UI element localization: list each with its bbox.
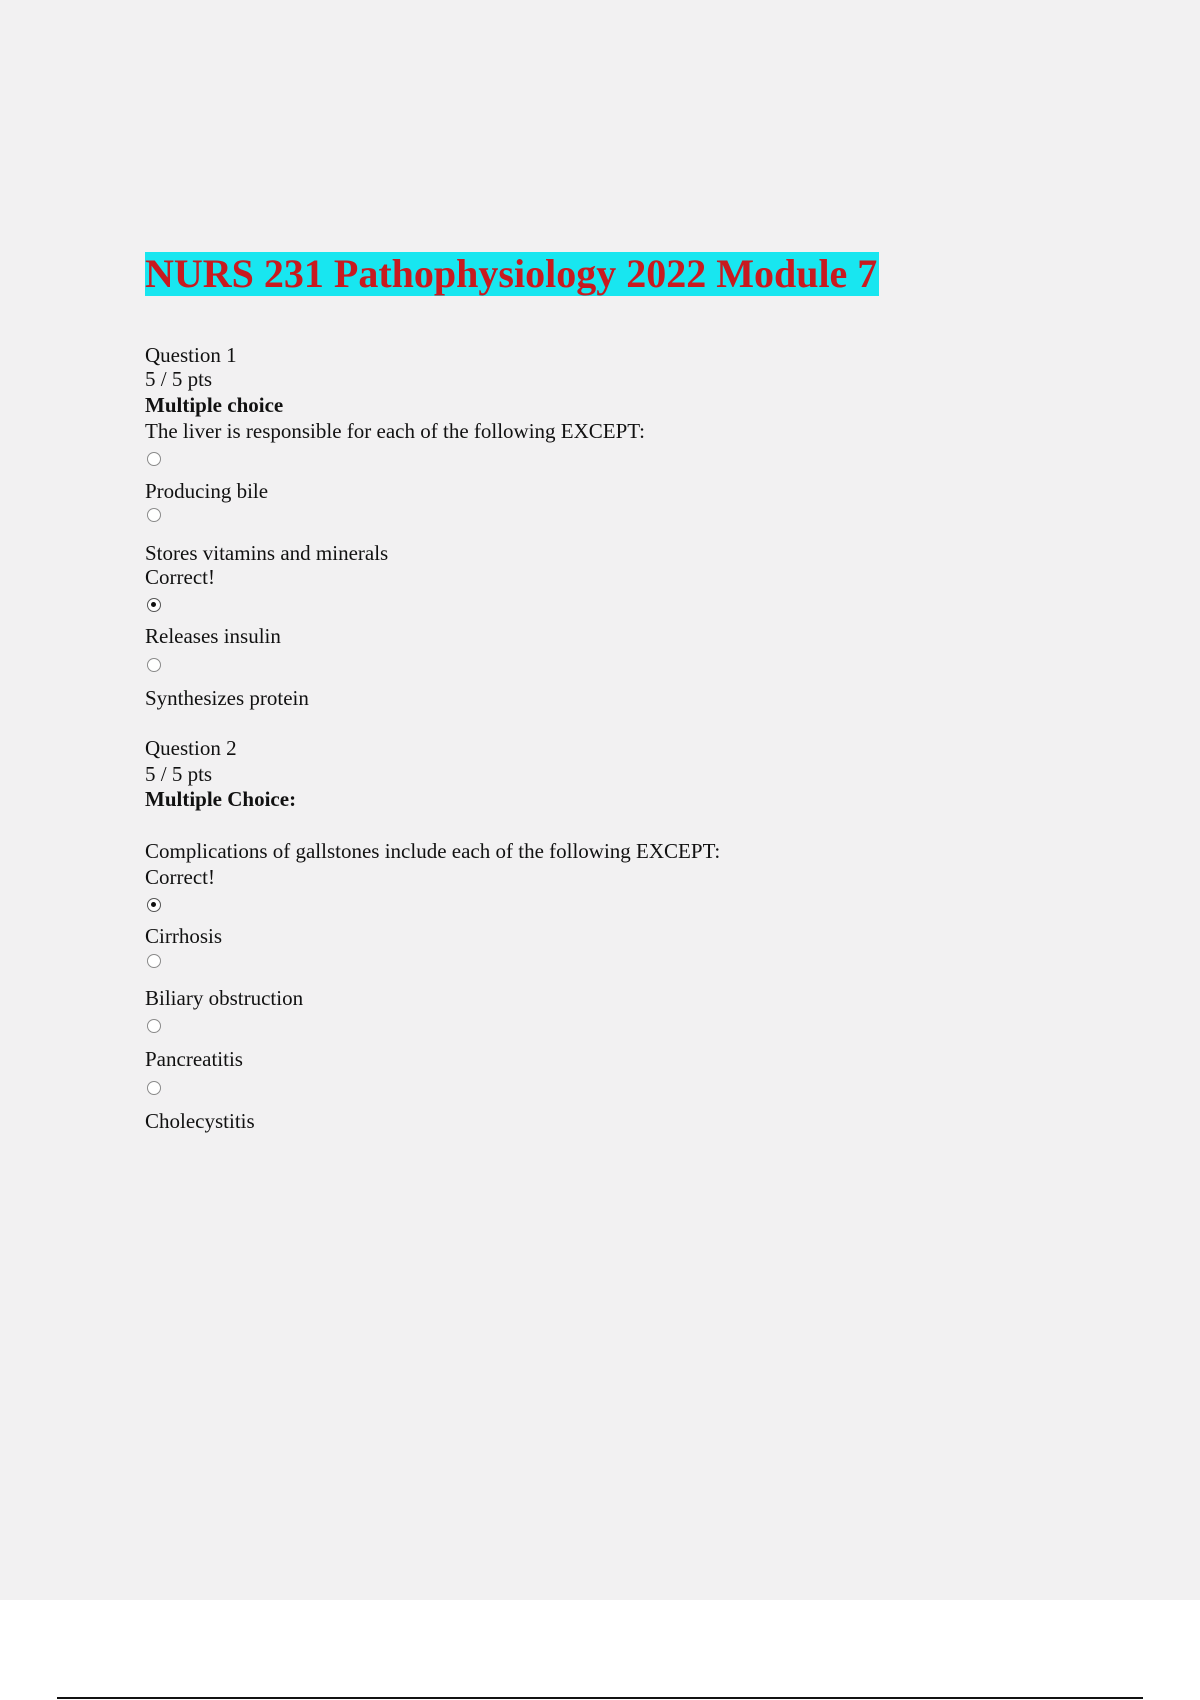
question-2-number: Question 2 — [145, 736, 237, 760]
question-2-option-2-label: Biliary obstruction — [145, 986, 304, 1010]
document-title: NURS 231 Pathophysiology 2022 Module 7 — [145, 251, 878, 296]
question-1-number: Question 1 — [145, 343, 237, 367]
question-2-option-1-label: Cirrhosis — [145, 924, 223, 948]
question-1-option-1-radio[interactable] — [147, 452, 161, 466]
question-1-option-2-radio[interactable] — [147, 508, 161, 522]
footer-rule — [57, 1697, 1143, 1699]
question-2-option-2-radio[interactable] — [147, 954, 161, 968]
question-2-option-4-label: Cholecystitis — [145, 1109, 255, 1133]
question-1-option-4-radio[interactable] — [147, 658, 161, 672]
question-2-option-1-radio[interactable] — [147, 898, 161, 912]
question-2-option-3-radio[interactable] — [147, 1019, 161, 1033]
question-2-prompt: Complications of gallstones include each of the following EXCEPT: — [145, 839, 721, 863]
question-1-points: 5 / 5 pts — [145, 367, 213, 391]
question-2-feedback: Correct! — [145, 865, 215, 889]
question-1-option-3-label: Releases insulin — [145, 624, 281, 648]
question-1-feedback: Correct! — [145, 565, 215, 589]
question-2-type: Multiple Choice: — [145, 787, 297, 811]
question-1-option-2-label: Stores vitamins and minerals — [145, 541, 389, 565]
question-1-option-3-radio[interactable] — [147, 598, 161, 612]
question-1-prompt: The liver is responsible for each of the following EXCEPT: — [145, 419, 645, 443]
question-2-points: 5 / 5 pts — [145, 762, 213, 786]
question-1-type: Multiple choice — [145, 393, 284, 417]
question-1-option-4-label: Synthesizes protein — [145, 686, 309, 710]
question-2-option-4-radio[interactable] — [147, 1081, 161, 1095]
question-2-option-3-label: Pancreatitis — [145, 1047, 243, 1071]
question-1-option-1-label: Producing bile — [145, 479, 269, 503]
